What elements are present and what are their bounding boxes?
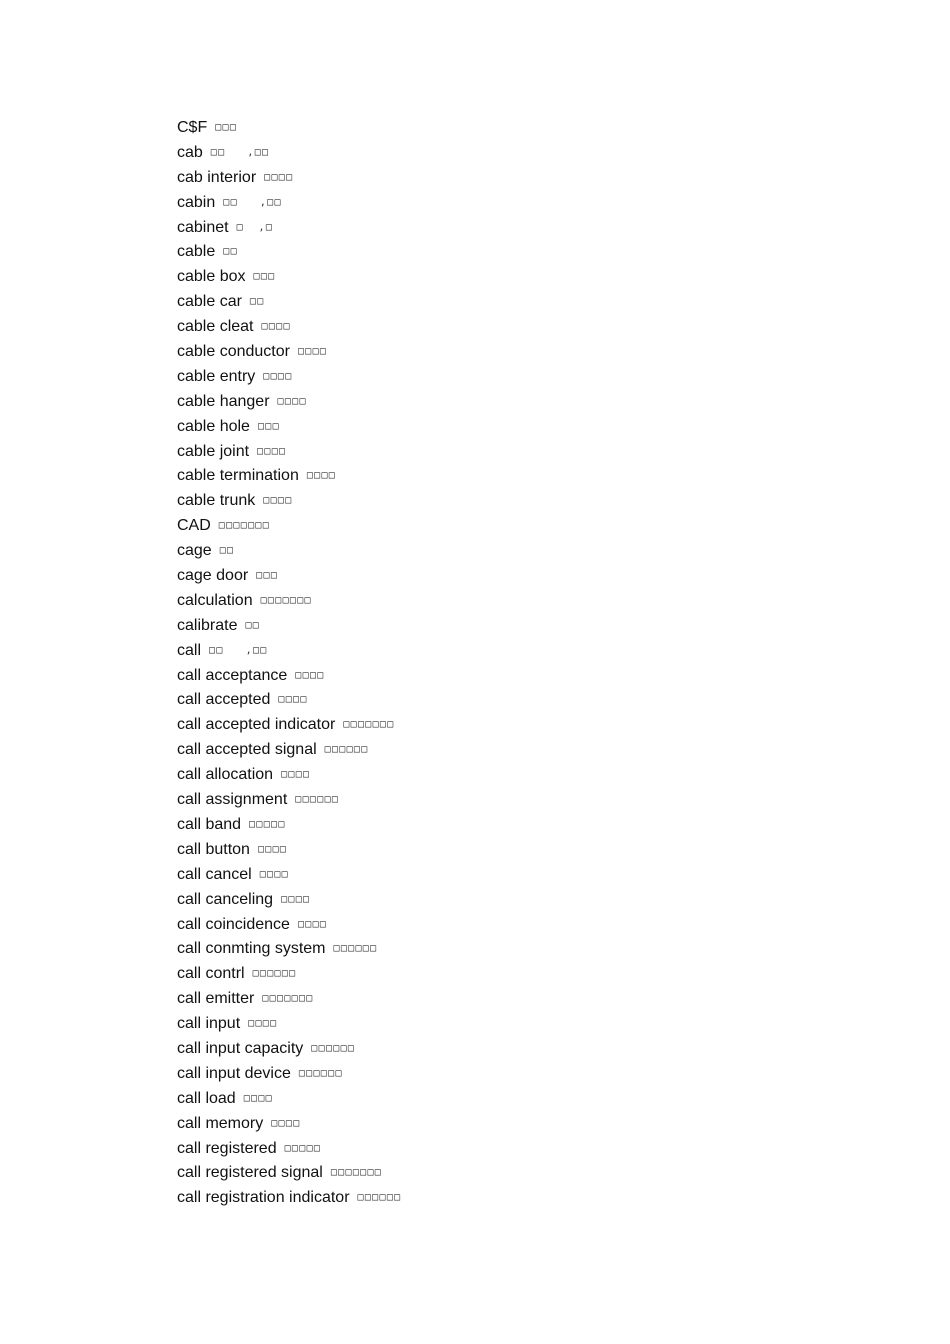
entry-translation: □□□□ xyxy=(281,769,311,781)
glossary-entry xyxy=(177,1062,401,1087)
glossary-entry xyxy=(177,265,401,290)
entry-term: call coincidence xyxy=(177,915,290,933)
entry-translation: □□□□□□□ xyxy=(343,719,395,731)
entry-translation: □□□□ xyxy=(257,445,287,457)
entry-term: call band xyxy=(177,815,242,833)
glossary-entry xyxy=(177,688,401,713)
glossary-entry xyxy=(177,1012,401,1037)
entry-term: cage door xyxy=(177,567,249,585)
entry-translation: □□□□ xyxy=(281,893,311,905)
glossary-entry xyxy=(177,1186,401,1211)
glossary-entry xyxy=(177,664,401,689)
entry-translation: □□□□ xyxy=(278,694,308,706)
glossary-entry xyxy=(177,788,401,813)
entry-translation: □□ xyxy=(245,619,261,631)
entry-translation: □□□□□□ xyxy=(295,794,340,806)
entry-translation: □□□□ xyxy=(243,1092,273,1104)
glossary-entry xyxy=(177,1137,401,1162)
entry-term: cable joint xyxy=(177,442,250,460)
entry-term: cable hole xyxy=(177,417,250,435)
entry-term: C$F xyxy=(177,119,208,136)
glossary-entry xyxy=(177,141,401,166)
entry-term: call memory xyxy=(177,1114,264,1132)
glossary-entry xyxy=(177,290,401,315)
entry-translation: □□□□ xyxy=(248,1018,278,1030)
entry-term: call cancel xyxy=(177,865,252,883)
entry-term: call xyxy=(177,641,202,659)
entry-term: call allocation xyxy=(177,766,274,784)
entry-term: cable conductor xyxy=(177,343,290,361)
entry-translation: □□□□□□ xyxy=(324,744,369,756)
glossary-entry xyxy=(177,116,401,141)
entry-term: calculation xyxy=(177,591,253,609)
glossary-entry xyxy=(177,1087,401,1112)
glossary-entry xyxy=(177,763,401,788)
entry-translation: □□□□ xyxy=(264,171,294,183)
glossary-entry xyxy=(177,315,401,340)
glossary-entry xyxy=(177,539,401,564)
glossary-entry xyxy=(177,1112,401,1137)
glossary-entry xyxy=(177,614,401,639)
glossary-entry xyxy=(177,166,401,191)
entry-term: call conmting system xyxy=(177,940,326,958)
entry-term: call emitter xyxy=(177,990,255,1008)
entry-translation: □ ,□ xyxy=(236,221,274,233)
glossary-entry xyxy=(177,962,401,987)
entry-translation: □□□□□□□ xyxy=(330,1167,383,1179)
entry-translation: □□□□□□ xyxy=(311,1042,356,1054)
glossary-entry xyxy=(177,888,401,913)
glossary-entry xyxy=(177,489,401,514)
entry-translation: □□□ xyxy=(256,570,279,582)
entry-term: calibrate xyxy=(177,616,238,634)
glossary-entry xyxy=(177,415,401,440)
entry-translation: □□ ,□□ xyxy=(210,146,270,158)
entry-translation: □□□□□□ xyxy=(298,1067,343,1079)
entry-term: cab interior xyxy=(177,168,257,186)
entry-translation: □□□ xyxy=(215,122,238,133)
entry-translation: □□□□□□ xyxy=(252,968,297,980)
glossary-entry xyxy=(177,639,401,664)
entry-term: call input capacity xyxy=(177,1039,304,1057)
entry-translation: □□□□□□ xyxy=(357,1192,402,1204)
entry-translation: □□□□□□□ xyxy=(260,594,312,606)
glossary-entry xyxy=(177,838,401,863)
glossary-entry xyxy=(177,937,401,962)
glossary-entry xyxy=(177,987,401,1012)
entry-translation: □□□□ xyxy=(257,843,288,855)
entry-term: cab xyxy=(177,143,203,161)
glossary-entry xyxy=(177,913,401,938)
glossary-entry xyxy=(177,216,401,241)
glossary-entry xyxy=(177,589,401,614)
glossary-entry xyxy=(177,713,401,738)
glossary-entry xyxy=(177,340,401,365)
glossary-entry xyxy=(177,240,401,265)
entry-translation: □□□□ xyxy=(297,918,328,930)
glossary-entry xyxy=(177,813,401,838)
entry-translation: □□□□ xyxy=(259,868,289,880)
entry-term: cable trunk xyxy=(177,492,256,510)
entry-translation: □□□□□□ xyxy=(333,943,378,955)
entry-term: call registered xyxy=(177,1139,277,1157)
entry-translation: □□ xyxy=(223,246,238,258)
glossary-entry xyxy=(177,1037,401,1062)
entry-translation: □□□□□□□ xyxy=(262,993,314,1005)
entry-term: call assignment xyxy=(177,791,288,809)
entry-translation: □□□□ xyxy=(271,1117,301,1129)
entry-translation: □□□□□ xyxy=(284,1142,322,1154)
entry-term: call contrl xyxy=(177,965,245,983)
glossary-entry xyxy=(177,464,401,489)
entry-translation: □□□□ xyxy=(297,346,328,358)
entry-translation: □□□□□ xyxy=(249,818,286,830)
entry-term: cable hanger xyxy=(177,392,270,410)
entry-term: call button xyxy=(177,840,250,858)
entry-term: call accepted signal xyxy=(177,741,317,759)
entry-translation: □□ ,□□ xyxy=(223,196,282,208)
glossary-entry xyxy=(177,365,401,390)
entry-translation: □□□ xyxy=(257,420,280,432)
entry-translation: □□□□ xyxy=(295,669,325,681)
entry-term: cabin xyxy=(177,193,216,211)
entry-translation: □□□□□□□ xyxy=(218,520,271,532)
entry-translation: □□□□ xyxy=(263,370,293,382)
entry-term: CAD xyxy=(177,517,211,535)
entry-translation: □□ xyxy=(249,296,265,308)
entry-translation: □□□□ xyxy=(261,321,291,333)
glossary-entry xyxy=(177,390,401,415)
glossary-entry xyxy=(177,440,401,465)
entry-term: call registered signal xyxy=(177,1164,323,1182)
glossary-list xyxy=(177,116,401,1211)
entry-translation: □□□ xyxy=(253,271,276,283)
entry-term: cable termination xyxy=(177,467,299,485)
entry-translation: □□□□ xyxy=(306,470,337,482)
glossary-entry xyxy=(177,514,401,539)
entry-term: call acceptance xyxy=(177,666,288,684)
glossary-entry xyxy=(177,1161,401,1186)
glossary-entry xyxy=(177,564,401,589)
entry-term: cable cleat xyxy=(177,318,254,336)
entry-term: cable xyxy=(177,243,216,261)
entry-term: cable entry xyxy=(177,367,256,385)
entry-term: call accepted xyxy=(177,691,271,709)
entry-term: call accepted indicator xyxy=(177,716,336,734)
entry-translation: □□ ,□□ xyxy=(209,644,268,656)
entry-translation: □□□□ xyxy=(277,395,307,407)
entry-translation: □□ xyxy=(219,545,235,557)
entry-translation: □□□□ xyxy=(263,495,293,507)
glossary-entry xyxy=(177,738,401,763)
entry-term: cable box xyxy=(177,268,246,286)
entry-term: call input device xyxy=(177,1064,291,1082)
entry-term: cable car xyxy=(177,293,242,311)
glossary-entry xyxy=(177,191,401,216)
entry-term: call input xyxy=(177,1015,241,1033)
entry-term: cage xyxy=(177,542,212,560)
glossary-entry xyxy=(177,863,401,888)
entry-term: call canceling xyxy=(177,890,274,908)
entry-term: call registration indicator xyxy=(177,1189,350,1207)
entry-term: cabinet xyxy=(177,218,229,236)
entry-term: call load xyxy=(177,1089,236,1107)
